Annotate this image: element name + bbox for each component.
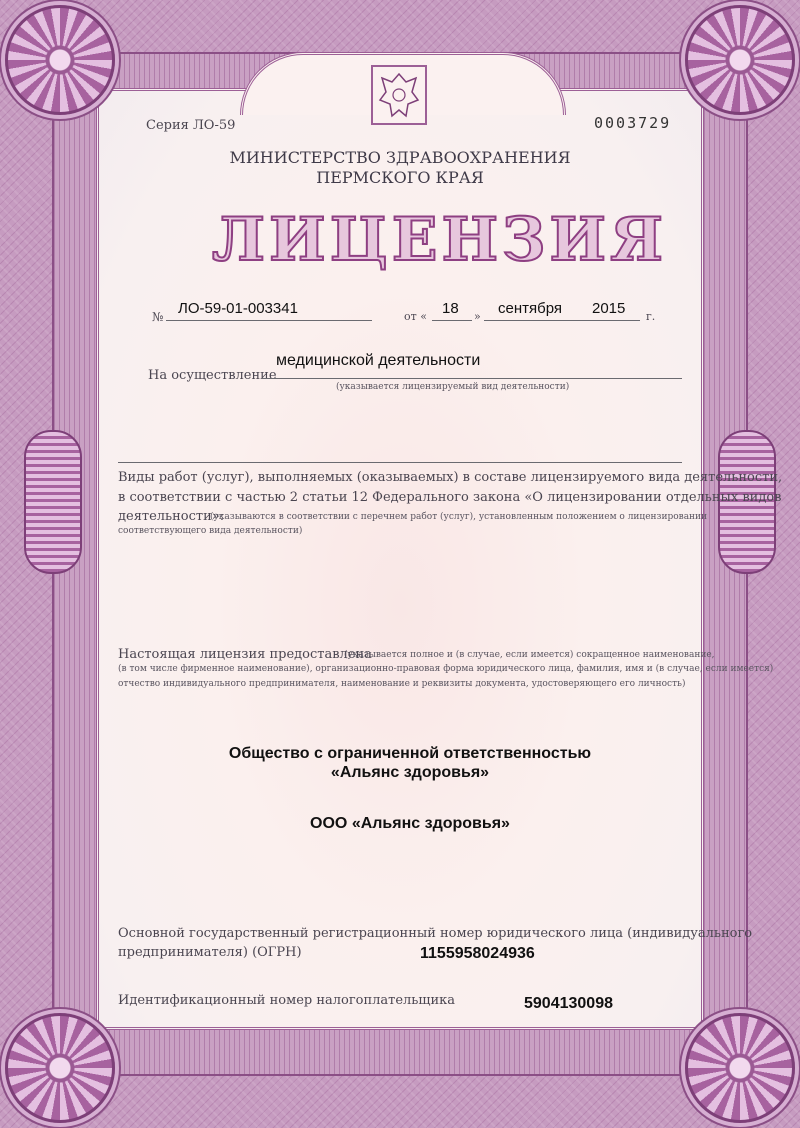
day-underline [432,320,472,321]
inn-value: 5904130098 [524,995,613,1012]
granted-label: Настоящая лицензия предоставлена [118,647,372,662]
date-from-label: от « [404,310,427,323]
org-full-name-line-2: «Альянс здоровья» [330,764,490,781]
org-full-name-line-1: Общество с ограниченной ответственностью [228,745,592,762]
inn-label: Идентификационный номер налогоплательщика [118,993,456,1008]
coat-of-arms-icon [370,64,428,126]
org-short-name: ООО «Альянс здоровья» [310,815,510,832]
granted-hint-line-3: отчество индивидуального предпринимателя, наименование и реквизиты документа, удостоверяющего его личность) [118,679,686,689]
granted-hint-line-2: (в том числе фирменное наименование), организационно-правовая форма юридического лица, фамилия, имя и (в случае, если имеется) [118,664,774,674]
ogrn-value: 1155958024936 [420,945,535,962]
date-year: 2015 [592,300,626,317]
divider-line [118,462,682,463]
number-label: № [152,310,164,324]
activity-underline [262,378,682,379]
date-month: сентября [498,300,563,317]
ogrn-label-line-1: Основной государственный регистрационный номер юридического лица (индивидуального [118,926,753,941]
number-underline [166,320,372,321]
rosette-top-left [5,5,115,115]
rosette-bottom-left [5,1013,115,1123]
activity-hint: (указывается лицензируемый вид деятельности) [336,382,570,392]
ministry-line-2: ПЕРМСКОГО КРАЯ [316,168,484,187]
month-underline [484,320,640,321]
works-text-line-1: Виды работ (услуг), выполняемых (оказываемых) в составе лицензируемого вида деятельности, [118,470,783,485]
activity-label: На осуществление [148,368,277,383]
rosette-top-right [685,5,795,115]
granted-hint-line-1: (указывается полное и (в случае, если имеется) сокращенное наименование, [344,650,715,660]
document-title: ЛИЦЕНЗИЯ [212,205,668,275]
series-label: Серия ЛО-59 [146,118,236,133]
works-text-line-3: деятельности»: [118,509,225,524]
rosette-bottom-right [685,1013,795,1123]
works-hint-line-2: соответствующего вида деятельности) [118,526,303,536]
license-number: ЛО-59-01-003341 [178,300,298,317]
side-medallion-left [24,430,82,574]
works-text-line-2: в соответствии с частью 2 статьи 12 Федерального закона «О лицензировании отдельных видов [118,490,782,505]
activity-value: медицинской деятельности [276,352,481,369]
ogrn-label-line-2: предпринимателя) (ОГРН) [118,945,302,960]
date-year-suffix: г. [646,310,656,323]
date-quote-close: » [474,310,481,323]
serial-number: 0003729 [594,114,672,132]
date-day: 18 [442,300,459,317]
ministry-line-1: МИНИСТЕРСТВО ЗДРАВООХРАНЕНИЯ [229,148,571,167]
works-hint-line-1: (указываются в соответствии с перечнем работ (услуг), установленным положением о лицензировании [210,512,708,522]
